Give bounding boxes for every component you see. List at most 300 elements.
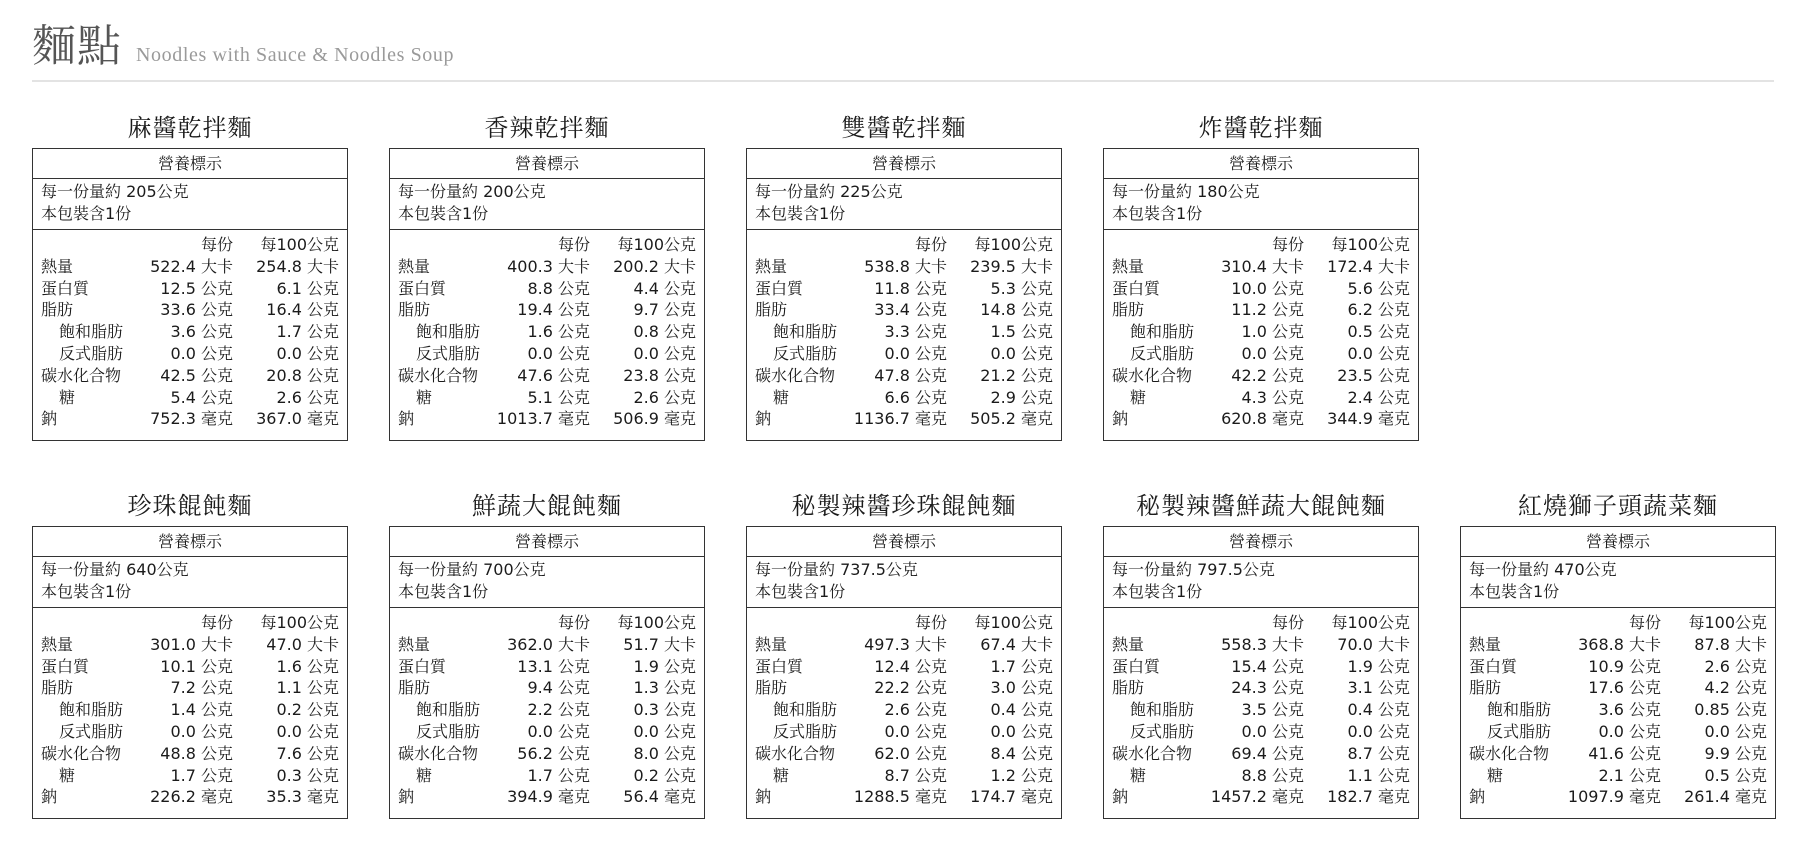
- product-card-7: [1103, 486, 1419, 819]
- nutrient-row: [755, 321, 1053, 343]
- nutrient-row: [41, 256, 339, 278]
- servings-per-pack: 本包裝含1份: [1112, 204, 1203, 223]
- value-per-serving: 41.6 公克: [1588, 743, 1661, 763]
- nutrient-name: 蛋白質: [41, 656, 90, 676]
- value-per-serving: 1.4 公克: [170, 700, 233, 720]
- nutrient-name: 脂肪: [1112, 678, 1145, 698]
- serving-info: [747, 557, 1061, 608]
- column-header-row: [398, 612, 696, 634]
- serving-size: 每一份量約 797.5公克: [1112, 560, 1275, 579]
- nutrition-label: [746, 526, 1062, 819]
- nutrient-name: 脂肪: [1112, 300, 1145, 320]
- value-per-100g: 344.9 毫克: [1327, 409, 1410, 429]
- value-per-100g: 51.7 大卡: [623, 634, 696, 654]
- nutrient-row: [398, 365, 696, 387]
- value-per-serving: 2.6 公克: [884, 700, 947, 720]
- value-per-100g: 16.4 公克: [266, 300, 339, 320]
- nutrient-name: 飽和脂肪: [59, 322, 124, 342]
- nutrient-name: 碳水化合物: [41, 365, 122, 385]
- nutrient-row: [1112, 365, 1410, 387]
- value-per-serving: 0.0 公克: [884, 343, 947, 363]
- column-header-row: [41, 612, 339, 634]
- serving-size: 每一份量約 700公克: [398, 560, 546, 579]
- column-header-blank: [755, 234, 843, 256]
- nutrient-row: [41, 765, 339, 787]
- nutrient-row: [41, 278, 339, 300]
- nutrient-row: [755, 343, 1053, 365]
- value-per-100g: 70.0 大卡: [1337, 634, 1410, 654]
- nutrient-name: 脂肪: [755, 300, 788, 320]
- nutrient-row: [398, 743, 696, 765]
- nutrient-row: [41, 721, 339, 743]
- value-per-100g: 0.8 公克: [633, 322, 696, 342]
- column-header-per-serving: 每份: [200, 235, 233, 254]
- nutrient-name: 鈉: [1469, 787, 1486, 807]
- nutrient-row: [398, 765, 696, 787]
- value-per-serving: 362.0 大卡: [507, 634, 590, 654]
- label-heading: 營養標示: [1104, 149, 1418, 179]
- nutrient-row: [1469, 699, 1767, 721]
- nutrient-name: 碳水化合物: [1112, 743, 1193, 763]
- page-title: 麵點: [32, 21, 122, 72]
- value-per-100g: 1.7 公克: [990, 656, 1053, 676]
- value-per-100g: 254.8 大卡: [256, 256, 339, 276]
- value-per-100g: 0.0 公克: [990, 721, 1053, 741]
- nutrient-name: 糖: [773, 387, 790, 407]
- nutrient-row: [398, 786, 696, 808]
- value-per-100g: 8.0 公克: [633, 743, 696, 763]
- column-header-blank: [398, 234, 486, 256]
- nutrient-table: [1104, 608, 1418, 808]
- value-per-serving: 42.2 公克: [1231, 365, 1304, 385]
- nutrient-name: 熱量: [41, 634, 74, 654]
- value-per-serving: 10.0 公克: [1231, 278, 1304, 298]
- value-per-serving: 4.3 公克: [1241, 387, 1304, 407]
- nutrient-row: [755, 365, 1053, 387]
- nutrient-row: [41, 786, 339, 808]
- serving-size: 每一份量約 470公克: [1469, 560, 1617, 579]
- value-per-100g: 0.3 公克: [276, 765, 339, 785]
- value-per-serving: 33.6 公克: [160, 300, 233, 320]
- value-per-serving: 12.4 公克: [874, 656, 947, 676]
- value-per-serving: 3.6 公克: [1598, 700, 1661, 720]
- nutrient-row: [1469, 786, 1767, 808]
- nutrient-name: 蛋白質: [41, 278, 90, 298]
- nutrient-row: [41, 634, 339, 656]
- value-per-serving: 12.5 公克: [160, 278, 233, 298]
- value-per-serving: 62.0 公克: [874, 743, 947, 763]
- product-card-4: [32, 486, 348, 819]
- nutrient-row: [398, 408, 696, 430]
- column-header-blank: [1112, 234, 1200, 256]
- nutrient-row: [41, 387, 339, 409]
- nutrient-name: 反式脂肪: [416, 721, 481, 741]
- value-per-serving: 0.0 公克: [527, 343, 590, 363]
- product-card-2: [746, 108, 1062, 441]
- nutrient-name: 蛋白質: [1469, 656, 1518, 676]
- value-per-100g: 1.3 公克: [633, 678, 696, 698]
- nutrient-row: [398, 278, 696, 300]
- nutrient-name: 熱量: [1112, 634, 1145, 654]
- column-header-row: [1112, 234, 1410, 256]
- nutrient-row: [755, 765, 1053, 787]
- nutrient-table: [390, 230, 704, 430]
- nutrient-name: 糖: [59, 765, 76, 785]
- value-per-100g: 5.3 公克: [990, 278, 1053, 298]
- value-per-100g: 0.0 公克: [276, 721, 339, 741]
- value-per-100g: 0.4 公克: [990, 700, 1053, 720]
- value-per-100g: 3.1 公克: [1347, 678, 1410, 698]
- nutrient-name: 鈉: [398, 787, 415, 807]
- nutrient-row: [755, 256, 1053, 278]
- nutrient-name: 鈉: [41, 787, 58, 807]
- nutrient-row: [398, 387, 696, 409]
- value-per-100g: 6.1 公克: [276, 278, 339, 298]
- nutrient-name: 糖: [59, 387, 76, 407]
- product-name: 秘製辣醬鮮蔬大餛飩麵: [1136, 492, 1386, 520]
- value-per-serving: 22.2 公克: [874, 678, 947, 698]
- nutrient-name: 脂肪: [1469, 678, 1502, 698]
- nutrient-name: 反式脂肪: [59, 343, 124, 363]
- nutrient-name: 糖: [1130, 387, 1147, 407]
- servings-per-pack: 本包裝含1份: [1112, 582, 1203, 601]
- product-card-6: [746, 486, 1062, 819]
- label-heading: 營養標示: [1104, 527, 1418, 557]
- value-per-100g: 3.0 公克: [990, 678, 1053, 698]
- value-per-100g: 23.5 公克: [1337, 365, 1410, 385]
- value-per-100g: 1.5 公克: [990, 322, 1053, 342]
- product-card-1: [389, 108, 705, 441]
- value-per-serving: 56.2 公克: [517, 743, 590, 763]
- column-header-per-100g: 每100公克: [1331, 613, 1410, 632]
- column-header-row: [398, 234, 696, 256]
- value-per-serving: 400.3 大卡: [507, 256, 590, 276]
- label-heading: 營養標示: [33, 149, 347, 179]
- value-per-100g: 23.8 公克: [623, 365, 696, 385]
- value-per-serving: 301.0 大卡: [150, 634, 233, 654]
- column-header-per-100g: 每100公克: [617, 235, 696, 254]
- serving-info: [1104, 179, 1418, 230]
- nutrient-row: [41, 365, 339, 387]
- serving-info: [747, 179, 1061, 230]
- value-per-100g: 20.8 公克: [266, 365, 339, 385]
- nutrient-row: [1112, 786, 1410, 808]
- value-per-serving: 1.0 公克: [1241, 322, 1304, 342]
- nutrient-row: [755, 721, 1053, 743]
- value-per-serving: 17.6 公克: [1588, 678, 1661, 698]
- column-header-row: [1469, 612, 1767, 634]
- value-per-serving: 1.6 公克: [527, 322, 590, 342]
- column-header-row: [755, 234, 1053, 256]
- value-per-100g: 8.4 公克: [990, 743, 1053, 763]
- nutrient-name: 脂肪: [755, 678, 788, 698]
- column-header-blank: [41, 612, 129, 634]
- nutrient-name: 熱量: [41, 256, 74, 276]
- nutrient-name: 反式脂肪: [773, 343, 838, 363]
- value-per-100g: 2.6 公克: [633, 387, 696, 407]
- value-per-100g: 0.2 公克: [276, 700, 339, 720]
- value-per-100g: 0.0 公克: [276, 343, 339, 363]
- nutrient-row: [41, 677, 339, 699]
- nutrient-row: [398, 321, 696, 343]
- value-per-100g: 1.7 公克: [276, 322, 339, 342]
- column-header-blank: [1112, 612, 1200, 634]
- nutrient-table: [390, 608, 704, 808]
- value-per-serving: 1.7 公克: [527, 765, 590, 785]
- value-per-serving: 3.6 公克: [170, 322, 233, 342]
- serving-info: [33, 179, 347, 230]
- nutrient-row: [1469, 677, 1767, 699]
- nutrient-name: 脂肪: [398, 678, 431, 698]
- serving-info: [390, 179, 704, 230]
- value-per-serving: 11.2 公克: [1231, 300, 1304, 320]
- value-per-100g: 21.2 公克: [980, 365, 1053, 385]
- value-per-serving: 3.3 公克: [884, 322, 947, 342]
- value-per-100g: 0.85 公克: [1694, 700, 1767, 720]
- nutrient-row: [41, 299, 339, 321]
- nutrient-row: [755, 408, 1053, 430]
- value-per-serving: 48.8 公克: [160, 743, 233, 763]
- nutrition-label: [1460, 526, 1776, 819]
- product-name: 香辣乾拌麵: [484, 114, 610, 142]
- nutrient-name: 糖: [773, 765, 790, 785]
- nutrient-row: [1112, 634, 1410, 656]
- label-heading: 營養標示: [33, 527, 347, 557]
- nutrient-row: [755, 387, 1053, 409]
- nutrient-row: [1112, 656, 1410, 678]
- value-per-serving: 47.8 公克: [874, 365, 947, 385]
- nutrient-name: 飽和脂肪: [773, 700, 838, 720]
- nutrient-name: 蛋白質: [755, 656, 804, 676]
- nutrient-name: 鈉: [398, 409, 415, 429]
- nutrient-name: 蛋白質: [398, 278, 447, 298]
- nutrition-label: [389, 148, 705, 441]
- column-header-per-serving: 每份: [914, 235, 947, 254]
- servings-per-pack: 本包裝含1份: [755, 204, 846, 223]
- serving-size: 每一份量約 180公克: [1112, 182, 1260, 201]
- column-header-blank: [1469, 612, 1557, 634]
- nutrient-table: [1104, 230, 1418, 430]
- value-per-serving: 11.8 公克: [874, 278, 947, 298]
- value-per-serving: 33.4 公克: [874, 300, 947, 320]
- nutrient-row: [1469, 765, 1767, 787]
- nutrient-name: 脂肪: [398, 300, 431, 320]
- value-per-serving: 7.2 公克: [170, 678, 233, 698]
- column-header-per-100g: 每100公克: [974, 235, 1053, 254]
- value-per-serving: 310.4 大卡: [1221, 256, 1304, 276]
- product-name: 炸醬乾拌麵: [1198, 114, 1324, 142]
- nutrient-row: [1469, 656, 1767, 678]
- value-per-100g: 367.0 毫克: [256, 409, 339, 429]
- nutrient-row: [755, 699, 1053, 721]
- value-per-100g: 0.0 公克: [1704, 721, 1767, 741]
- nutrient-row: [41, 656, 339, 678]
- value-per-100g: 1.1 公克: [276, 678, 339, 698]
- product-name: 紅燒獅子頭蔬菜麵: [1518, 492, 1718, 520]
- serving-size: 每一份量約 640公克: [41, 560, 189, 579]
- nutrient-row: [1469, 743, 1767, 765]
- servings-per-pack: 本包裝含1份: [1469, 582, 1560, 601]
- nutrient-row: [1112, 299, 1410, 321]
- nutrient-name: 熱量: [755, 634, 788, 654]
- value-per-100g: 0.0 公克: [633, 343, 696, 363]
- nutrient-name: 飽和脂肪: [1130, 700, 1195, 720]
- nutrient-row: [1112, 677, 1410, 699]
- value-per-serving: 2.1 公克: [1598, 765, 1661, 785]
- value-per-serving: 8.8 公克: [527, 278, 590, 298]
- value-per-serving: 0.0 公克: [170, 343, 233, 363]
- serving-info: [1104, 557, 1418, 608]
- nutrient-name: 熱量: [1112, 256, 1145, 276]
- serving-size: 每一份量約 225公克: [755, 182, 903, 201]
- nutrition-label: [389, 526, 705, 819]
- value-per-serving: 368.8 大卡: [1578, 634, 1661, 654]
- value-per-100g: 200.2 大卡: [613, 256, 696, 276]
- nutrient-row: [1112, 699, 1410, 721]
- product-name: 秘製辣醬珍珠餛飩麵: [791, 492, 1017, 520]
- nutrient-row: [1112, 765, 1410, 787]
- servings-per-pack: 本包裝含1份: [41, 582, 132, 601]
- nutrient-name: 熱量: [398, 256, 431, 276]
- product-card-8: [1460, 486, 1776, 819]
- column-header-blank: [398, 612, 486, 634]
- nutrient-row: [1112, 743, 1410, 765]
- column-header-per-serving: 每份: [557, 613, 590, 632]
- value-per-serving: 24.3 公克: [1231, 678, 1304, 698]
- column-header-blank: [755, 612, 843, 634]
- nutrient-name: 飽和脂肪: [773, 322, 838, 342]
- nutrient-row: [1112, 408, 1410, 430]
- nutrient-name: 蛋白質: [1112, 656, 1161, 676]
- value-per-serving: 1097.9 毫克: [1567, 787, 1661, 807]
- value-per-100g: 505.2 毫克: [970, 409, 1053, 429]
- nutrient-name: 飽和脂肪: [1130, 322, 1195, 342]
- nutrient-row: [41, 699, 339, 721]
- value-per-100g: 1.1 公克: [1347, 765, 1410, 785]
- nutrient-row: [1112, 387, 1410, 409]
- value-per-100g: 4.4 公克: [633, 278, 696, 298]
- value-per-serving: 8.7 公克: [884, 765, 947, 785]
- nutrient-name: 蛋白質: [1112, 278, 1161, 298]
- nutrient-name: 碳水化合物: [1469, 743, 1550, 763]
- nutrient-table: [33, 230, 347, 430]
- value-per-serving: 8.8 公克: [1241, 765, 1304, 785]
- product-name: 雙醬乾拌麵: [841, 114, 967, 142]
- value-per-100g: 35.3 毫克: [266, 787, 339, 807]
- column-header-per-serving: 每份: [1271, 235, 1304, 254]
- nutrient-row: [755, 278, 1053, 300]
- serving-size: 每一份量約 737.5公克: [755, 560, 918, 579]
- value-per-serving: 394.9 毫克: [507, 787, 590, 807]
- nutrient-name: 脂肪: [41, 678, 74, 698]
- nutrient-name: 飽和脂肪: [416, 322, 481, 342]
- nutrient-row: [1112, 721, 1410, 743]
- nutrient-row: [1112, 321, 1410, 343]
- servings-per-pack: 本包裝含1份: [755, 582, 846, 601]
- value-per-100g: 87.8 大卡: [1694, 634, 1767, 654]
- column-header-row: [41, 234, 339, 256]
- value-per-100g: 1.2 公克: [990, 765, 1053, 785]
- product-card-0: [32, 108, 348, 441]
- product-name: 鮮蔬大餛飩麵: [472, 492, 622, 520]
- nutrient-name: 鈉: [1112, 409, 1129, 429]
- column-header-per-100g: 每100公克: [974, 613, 1053, 632]
- nutrition-label: [746, 148, 1062, 441]
- value-per-100g: 0.0 公克: [990, 343, 1053, 363]
- value-per-100g: 4.2 公克: [1704, 678, 1767, 698]
- serving-size: 每一份量約 205公克: [41, 182, 189, 201]
- value-per-100g: 14.8 公克: [980, 300, 1053, 320]
- value-per-100g: 5.6 公克: [1347, 278, 1410, 298]
- label-heading: 營養標示: [390, 149, 704, 179]
- nutrient-name: 飽和脂肪: [416, 700, 481, 720]
- value-per-serving: 620.8 毫克: [1221, 409, 1304, 429]
- nutrient-row: [398, 677, 696, 699]
- column-header-per-serving: 每份: [1628, 613, 1661, 632]
- value-per-serving: 19.4 公克: [517, 300, 590, 320]
- serving-info: [33, 557, 347, 608]
- column-header-per-serving: 每份: [914, 613, 947, 632]
- value-per-serving: 0.0 公克: [1598, 721, 1661, 741]
- value-per-100g: 2.4 公克: [1347, 387, 1410, 407]
- nutrient-row: [41, 343, 339, 365]
- nutrient-row: [41, 408, 339, 430]
- value-per-serving: 0.0 公克: [884, 721, 947, 741]
- value-per-100g: 0.5 公克: [1704, 765, 1767, 785]
- nutrient-name: 反式脂肪: [59, 721, 124, 741]
- value-per-serving: 47.6 公克: [517, 365, 590, 385]
- label-heading: 營養標示: [1461, 527, 1775, 557]
- label-heading: 營養標示: [747, 149, 1061, 179]
- nutrient-name: 糖: [416, 387, 433, 407]
- value-per-100g: 261.4 毫克: [1684, 787, 1767, 807]
- page-header: [32, 18, 1774, 82]
- value-per-serving: 10.9 公克: [1588, 656, 1661, 676]
- nutrient-row: [755, 656, 1053, 678]
- value-per-serving: 3.5 公克: [1241, 700, 1304, 720]
- value-per-serving: 752.3 毫克: [150, 409, 233, 429]
- nutrient-row: [755, 299, 1053, 321]
- nutrient-row: [398, 721, 696, 743]
- value-per-100g: 239.5 大卡: [970, 256, 1053, 276]
- column-header-per-100g: 每100公克: [260, 613, 339, 632]
- nutrient-name: 反式脂肪: [1130, 343, 1195, 363]
- nutrient-name: 反式脂肪: [416, 343, 481, 363]
- nutrient-name: 飽和脂肪: [59, 700, 124, 720]
- value-per-100g: 0.0 公克: [633, 721, 696, 741]
- value-per-serving: 1288.5 毫克: [853, 787, 947, 807]
- column-header-per-serving: 每份: [200, 613, 233, 632]
- value-per-serving: 0.0 公克: [1241, 343, 1304, 363]
- servings-per-pack: 本包裝含1份: [398, 582, 489, 601]
- value-per-serving: 497.3 大卡: [864, 634, 947, 654]
- column-header-per-100g: 每100公克: [1331, 235, 1410, 254]
- nutrient-row: [755, 634, 1053, 656]
- serving-info: [1461, 557, 1775, 608]
- column-header-row: [1112, 612, 1410, 634]
- value-per-serving: 522.4 大卡: [150, 256, 233, 276]
- nutrient-name: 糖: [1130, 765, 1147, 785]
- value-per-100g: 2.9 公克: [990, 387, 1053, 407]
- value-per-100g: 0.5 公克: [1347, 322, 1410, 342]
- nutrient-name: 熱量: [755, 256, 788, 276]
- nutrient-name: 鈉: [41, 409, 58, 429]
- nutrient-row: [398, 699, 696, 721]
- column-header-per-serving: 每份: [1271, 613, 1304, 632]
- nutrient-name: 糖: [416, 765, 433, 785]
- nutrient-name: 碳水化合物: [398, 365, 479, 385]
- nutrition-label: [32, 148, 348, 441]
